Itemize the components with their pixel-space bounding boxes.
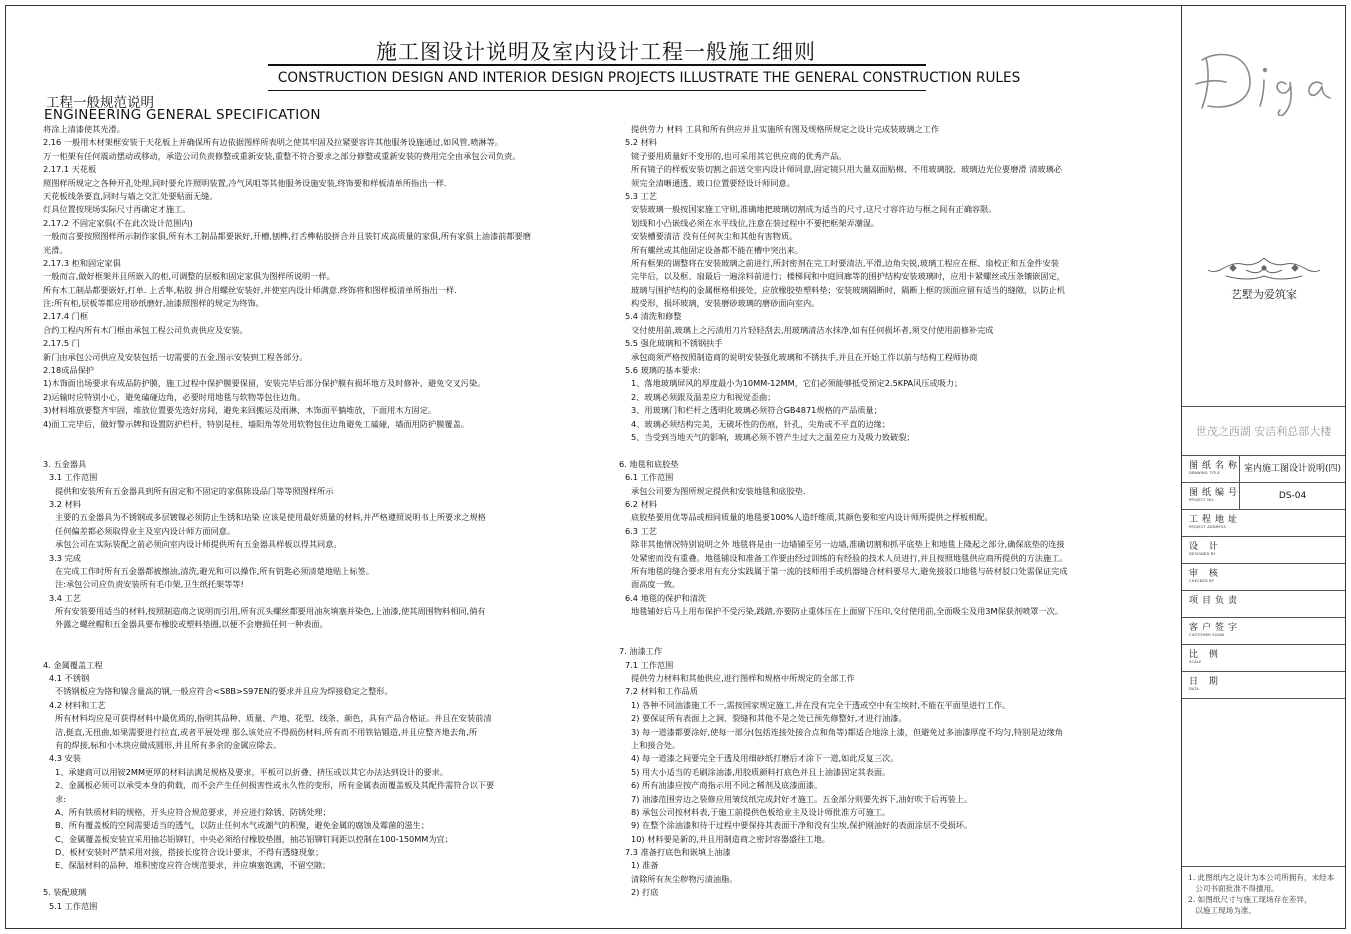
spec-line: 所有框架的调整将在安装玻璃之前进行,所封密剂在完工时要清洁,平滑,边角尖锐,玻璃工程应在框、扇校正和五金件安装 xyxy=(631,257,1059,268)
title-block-row xyxy=(1182,537,1345,564)
spec-line: 提供劳力 材料 工具和所有供应并且实施所有图及规格所规定之设计完成装玻璃之工作 xyxy=(631,124,940,134)
document-title-en: CONSTRUCTION DESIGN AND INTERIOR DESIGN PROJECTS ILLUSTRATE THE GENERAL CONSTRUCTION RULES xyxy=(277,70,1021,86)
spec-line: 须完全清晰通透、玻口位置要经设计师同意。 xyxy=(631,177,795,188)
spec-line: 5.5 强化玻璃和不锈钢扶手 xyxy=(625,338,723,349)
spec-line: 完毕后，以及框、扇最后一遍涂料前进行；楼梯间和中庭回廊等的围护结构安装玻璃时，应用卡紧螺丝或压条镶嵌固定， xyxy=(631,271,1065,282)
row-label: 图纸编号 xyxy=(1189,488,1242,498)
subtitle-underline xyxy=(268,90,926,91)
spec-line xyxy=(619,444,1174,457)
spec-line: 承包公司在实际装配之前必须向室内设计师提供所有五金器具样板以得其同意。 xyxy=(55,539,342,550)
spec-line: 3) 每一道漆都要涂好,使每一部分(包括连接处接合点和角等)都适合地涂上漆，但避免过多油漆厚度不均匀,特别是边缘角 xyxy=(631,726,1063,737)
spec-line: 除非其他情况特别说明之外 地毯将是由一边墙铺至另一边墙,准确切割和抓平底垫上和地毯上隆起之部分,确保底垫的连接 xyxy=(631,539,1065,550)
spec-line xyxy=(619,632,1174,645)
row-sublabel: PROJECT NO. xyxy=(1189,498,1215,502)
drawing-sheet xyxy=(5,5,1346,929)
row-label: 客户签字 xyxy=(1189,623,1242,633)
spec-line: 上和接合处。 xyxy=(631,739,681,750)
spec-line: 天花板线条要直,同时与墙之交汇处要贴面无缝。 xyxy=(43,190,218,201)
spec-line: 求: xyxy=(55,793,66,804)
spec-line: 处紧密而没有重叠。地毯铺设和准备工作要由经过训练的有经验的技术人员进行,并且按照地毯供应商所提供的方法施工。 xyxy=(631,552,1068,563)
spec-line: 清除所有灰尘秽物污渍油脂。 xyxy=(631,873,738,884)
spec-line: 注:承包公司应负责安装所有毛巾架,卫生纸托架等等! xyxy=(55,579,244,590)
spec-line: 3. 五金器具 xyxy=(43,458,87,469)
title-block-row xyxy=(1182,591,1345,618)
title-block-row xyxy=(1182,483,1345,510)
spec-line: 承包商须严格按照制造商的说明安装强化玻璃和不锈扶手,并且在开始工作以前与结构工程师协商 xyxy=(631,351,978,362)
row-label: 审 核 xyxy=(1189,569,1222,579)
spec-line: 1) 准备 xyxy=(631,860,659,871)
spec-line: 2) 打底 xyxy=(631,887,659,898)
title-block-row xyxy=(1182,510,1345,537)
row-value: DS-04 xyxy=(1239,483,1345,509)
spec-line: 4.3 安装 xyxy=(49,753,81,764)
row-sublabel: DRAWING TITLE xyxy=(1189,471,1220,475)
spec-line: 任何偏差都必须取得业主及室内设计师方面同意。 xyxy=(55,525,236,536)
row-label: 比 例 xyxy=(1189,650,1222,660)
spec-line: 所有螺丝或其他固定设备都不能在槽中突出来。 xyxy=(631,244,803,255)
spec-line: 在完成工作时所有五金器都被擦油,清洗,避光和可以操作,所有钥匙必须清楚地贴上标签。 xyxy=(55,565,374,576)
spec-line: 6.2 材料 xyxy=(625,498,657,509)
spec-line: 照图样所规定之各种开孔处理,同时要允许照明装置,冷气风咀等其他服务设施安装,终饰要和样板清单所指出一样. xyxy=(43,177,447,188)
spec-line: 8) 承包公司按材料表,于施工前提供色板给业主及设计师批准方可施工。 xyxy=(631,806,891,817)
spec-line: 10) 材料要是新的,并且用制造商之密封容器盛往工地。 xyxy=(631,833,830,844)
spec-line xyxy=(43,632,598,645)
spec-line: 构受形，损坏玻璃，安装磨砂玻璃的磨砂面向室内。 xyxy=(631,298,820,309)
spec-line: 7.3 准备打底色和嵌填上油漆 xyxy=(625,847,731,858)
spec-line: 5.6 玻璃的基本要求: xyxy=(625,365,701,376)
spec-line: 1) 各种不同油漆施工不一,需按国家规定施工,并在没有完全干透或空中有尘埃时,不能在平面里进行工作。 xyxy=(631,699,1011,710)
spec-line: 2.17.2 不固定家俱(不在此次设计范围内) xyxy=(43,217,193,228)
spec-line: 5) 用大小适当的毛刷涂油漆,用胶质颜料打底色并且上油漆固定其表面。 xyxy=(631,766,891,777)
note-line: 2. 如图纸尺寸与施工现场存在差异， xyxy=(1188,895,1312,904)
spec-line xyxy=(43,444,598,457)
spec-line: 所有木工制品都要嵌好,打单. 上舌隼,粘胶 拼合用螺丝安装好,并使室内设计师满意.终饰将和图样板清单所指出一样. xyxy=(43,284,457,295)
note-line: 公司书面批准不得擅用。 xyxy=(1188,884,1279,893)
title-block-row xyxy=(1182,564,1345,591)
spec-line: 万一柜架有任何震动摆动或移动，承造公司负责修整或重新安装,重整不符合要求之部分修整或重新安装的费用完全由承包公司负责。 xyxy=(43,150,521,161)
spec-line: 6.3 工艺 xyxy=(625,525,657,536)
spec-line xyxy=(619,618,1174,631)
note-line: 以施工现场为准。 xyxy=(1188,906,1256,915)
spec-line: C、金属覆盖板安装宜采用抽芯铝铆钉，中央必须给付橡胶垫圈，抽芯铝铆钉间距以控制在100-150MM为宜； xyxy=(55,833,453,844)
row-label: 工程地址 xyxy=(1189,515,1242,525)
spec-line: 4. 金属覆盖工程 xyxy=(43,659,103,670)
spec-line: 玻璃与围护结构的金属框格相接处，应放橡胶垫塑料垫；安装玻璃隔断时，隔断上框的顶面应留有适当的缝隙，以防止机 xyxy=(631,284,1065,295)
spec-line: 外露之螺丝帽和五金器具要布橡胶或塑料垫圈,以便不会磨损任何一种表面。 xyxy=(55,619,328,630)
spec-content xyxy=(6,6,1181,928)
section-heading-cn: 工程一般规范说明 xyxy=(46,95,154,111)
spec-line: 2.17.1 天花板 xyxy=(43,164,97,175)
spec-line: 2.16 一般用木材架框安装于天花板上并确保所有边依据图样所表明之使其牢固及拉紧要容许其他服务设施通过,如风管,喷淋等。 xyxy=(43,137,503,148)
spec-line: 2)运输时应特别小心，避免磕碰边角，必要时用地毯与软物等包住边角。 xyxy=(43,391,306,402)
spec-line: 6. 地毯和底胶垫 xyxy=(619,458,679,469)
spec-line: 1)木饰面出场要求有成品防护膜，施工过程中保护膜要保留，安装完毕后部分保护膜有损坏地方及时修补，避免交叉污染。 xyxy=(43,378,486,389)
spec-line: 1、落地玻璃屏风的厚度最小为10MM-12MM，它们必须能够抵受预定2.5KPA风压或吸力； xyxy=(631,378,963,389)
spec-line: 3.3 完成 xyxy=(49,552,81,563)
title-block-table xyxy=(1182,455,1345,699)
spec-line: 注:所有柜,层板等都应用砂纸磨好,油漆照图样的规定为终饰。 xyxy=(43,298,264,309)
spec-line: 4、玻璃必须结构完美，无破坏性的伤痕，针孔，尖角或不平直的边缘； xyxy=(631,418,891,429)
spec-line: 地毯铺好后马上用布保护不受污染,践踏,亦要防止重体压在上面留下压印,交付使用前,全面吸尘及用3M保获剂喷罩一次。 xyxy=(631,606,1064,617)
spec-line: 4.1 不锈钢 xyxy=(49,673,90,684)
title-block-row xyxy=(1182,672,1345,699)
row-sublabel: SCALE xyxy=(1189,660,1202,664)
spec-line: 5、当受到当地天气的影响，玻璃必须不管产生过大之温差应力及吸力致破裂； xyxy=(631,431,915,442)
spec-line: 面高度一致。 xyxy=(631,579,681,590)
spec-line: 2.18成品保护 xyxy=(43,365,94,376)
spec-line: 所有地毯的缝合要求用有充分实践属于第一流的技师用手或机器缝合材料要尽大,避免接驳口地毯与砖材驳口处需保证完成 xyxy=(631,565,1068,576)
drawing-notes xyxy=(1188,872,1340,916)
spec-line: 将涂上清漆使其光滑。 xyxy=(43,124,125,134)
row-value: 室内施工图设计说明(四) xyxy=(1239,456,1345,482)
spec-line: 所有材料均应是可获得材料中最优质的,指明其品种、质量、产地、花型、线条、颜色，具有产品合格证。并且在安装前清 xyxy=(55,713,492,724)
brand-emblem xyxy=(1206,254,1322,301)
spec-line: B、所有覆盖板的空间需要适当的透气，以防止任何水气或潮气的积聚，避免金属的腐蚀及霉菌的滋生； xyxy=(55,820,430,831)
section-heading-en: ENGINEERING GENERAL SPECIFICATION xyxy=(44,107,321,123)
spec-line: 光滑。 xyxy=(43,244,68,255)
spec-line: 承包公司要为图所规定提供和安装地毯和底胶垫. xyxy=(631,485,806,496)
spec-line: 5.1 工作范围 xyxy=(49,900,98,911)
divider xyxy=(1182,866,1345,867)
spec-line: 灯具位置按现场实际尺寸再确定才施工。 xyxy=(43,204,191,215)
title-block xyxy=(1181,6,1345,928)
left-text-column xyxy=(43,123,598,913)
divider xyxy=(1182,406,1345,407)
spec-line: 2.17.3 柜和固定家俱 xyxy=(43,257,121,268)
spec-line: 不锈钢板应为铬和镍含量高的钢,一般应符合<S8B>S97EN的要求并且应为焊接稳定之整形。 xyxy=(55,686,393,697)
spec-line: 新门由承包公司供应及安装包括一切需要的五金,图示安装到工程各部分。 xyxy=(43,351,308,362)
title-block-row xyxy=(1182,618,1345,645)
spec-line: 3.4 工艺 xyxy=(49,592,81,603)
spec-line: 主要的五金器具为不锈钢或多层镀镍必须防止生锈和玷染 应该是使用最好质量的材料,并严格遵照说明书上所要求之规格 xyxy=(55,512,486,523)
spec-line: 7. 油漆工作 xyxy=(619,646,663,657)
project-name: 世茂之西湖 安洁利总部大楼 xyxy=(1195,425,1332,438)
spec-line: 安装槽要清洁 没有任何灰尘和其他有害物质。 xyxy=(631,231,798,242)
spec-line: 6.1 工作范围 xyxy=(625,472,674,483)
spec-line: 合约工程内所有木门框由承包工程公司负责供应及安装。 xyxy=(43,324,248,335)
spec-line: 所有安装要用适当的材料,按照制造商之说明而引用,所有沉头螺丝都要用油灰填塞并染色,上油漆,使其周围物料相同,倘有 xyxy=(55,606,486,617)
spec-line: 3.1 工作范围 xyxy=(49,472,98,483)
spec-line: 一般而言要按照图样所示制作家俱,所有木工制品都要嵌好,开槽,刨榫,打舌榫粘胶拼合并且装钉成高质量的家俱,所有家俱上油漆前都要磨 xyxy=(43,231,531,242)
spec-line: 7) 油漆范围旁边之装修应用皱纹纸完成封好才施工。五金部分则要先拆下,油好吹干后再装上。 xyxy=(631,793,973,804)
spec-line: 2、金属板必须可以承受本身的荷载，而不会产生任何损害性或永久性的变形，所有金属表面覆盖板及其配件需符合以下要 xyxy=(55,780,495,791)
spec-line: E、保温材料的品种，堆积密度应符合规范要求，并应填塞饱满，不留空隙； xyxy=(55,860,331,871)
document-title-cn: 施工图设计说明及室内设计工程一般施工细则 xyxy=(376,40,816,64)
spec-line: 5.4 清洗和修整 xyxy=(625,311,682,322)
spec-line xyxy=(43,431,598,444)
row-label: 项目负责 xyxy=(1189,596,1242,606)
spec-line: 5. 装配玻璃 xyxy=(43,887,87,898)
spec-line: D、板材安装时严禁采用对接，搭接长度符合设计要求，不得有透缝现象； xyxy=(55,847,324,858)
row-label: 图纸名称 xyxy=(1189,461,1242,471)
spec-line: 4) 每一道漆之间要完全干透及用细砂纸打磨后才涂下一道,如此反复三次。 xyxy=(631,753,899,764)
brand-name: 艺墅为爱筑家 xyxy=(1231,288,1297,301)
note-line: 1. 此图纸内之设计为本公司所拥有，未经本 xyxy=(1188,873,1335,882)
spec-line: 底胶垫要用优等品或相同质量的地毯要100%人造纤维质,其颜色要和室内设计师所提供之样板相配。 xyxy=(631,512,993,523)
spec-line: A、所有铁质材料的规格，开头应符合规范要求，并应进行除锈、防锈处理； xyxy=(55,806,331,817)
spec-line: 2.17.4 门框 xyxy=(43,311,89,322)
spec-line: 1、承建商可以用铵2MM更厚的材料法满足规格及要求，平板可以折叠、挤压或以其它办法达到设计的要求。 xyxy=(55,766,448,777)
spec-line: 提供劳力材料和其他供应,进行图样和规格中所规定的全部工作 xyxy=(631,673,855,684)
spec-line: 3)材料堆放要整齐牢固，堆放位置要先选好房间，避免来回搬运及雨淋，木饰面平躺堆放，下面用木方固定。 xyxy=(43,405,437,416)
title-block-row xyxy=(1182,456,1345,483)
spec-line: 2、玻璃必须跟及温差应力和视觉歪曲； xyxy=(631,391,776,402)
row-sublabel: CUSTOMER SIGNS xyxy=(1189,633,1225,637)
spec-line: 一般而言,做好框架并且所嵌入的柜,可调整的层板和固定家俱为图样所说明一样。 xyxy=(43,271,335,282)
spec-line: 安装玻璃一般按国家施工守则,准确地把玻璃切割成为适当的尺寸,这尺寸容许边与框之间有正确容限。 xyxy=(631,204,997,215)
title-block-row xyxy=(1182,645,1345,672)
spec-line: 4.2 材料和工艺 xyxy=(49,699,106,710)
row-sublabel: DESIGNED BY xyxy=(1189,552,1216,556)
right-text-column xyxy=(619,123,1174,900)
row-sublabel: PROJECT ADDRESS xyxy=(1189,525,1226,529)
spec-line: 4)面工完毕后，做好警示牌和设置防护栏杆，特别是柱、墙阳角等处用软物包住边角避免工磕碰，墙面用防护膜覆盖。 xyxy=(43,418,469,429)
spec-line: 2.17.5 门 xyxy=(43,338,80,349)
spec-line: 有的焊接,标和小木块应做成圆形,并且所有多余的金属应除去。 xyxy=(55,739,282,750)
spec-line: 7.2 材料和工作品质 xyxy=(625,686,698,697)
spec-line xyxy=(43,873,598,886)
row-label: 设 计 xyxy=(1189,542,1222,552)
spec-line: 2) 要保证所有表面上之洞、裂缝和其他不是之处已预先修整好,才进行油漆。 xyxy=(631,713,907,724)
row-label: 日 期 xyxy=(1189,677,1222,687)
spec-line: 洁,挺直,无扭曲,如果需要进行拉直,或者平展处理 那么该处应不得损伤材料,所有而不用铁钻锻造,并且应整齐地去角,所 xyxy=(55,726,478,737)
spec-line: 3.2 材料 xyxy=(49,498,81,509)
spec-line: 6) 所有油漆应按产商指示用不同之稀剂及底漆面漆。 xyxy=(631,780,823,791)
spec-line: 提供和安装所有五金器具到所有固定和不固定的家俱陈设品门等等照图样所示 xyxy=(55,485,334,496)
spec-line: 7.1 工作范围 xyxy=(625,659,674,670)
spec-line: 所有镜子的样板安装切割之前送交室内设计师同意,固定镜只用大量双面贴棉、不用玻璃胶、玻璃边光位要磨滑 清玻璃必 xyxy=(631,164,1062,175)
spec-line: 3、用玻璃门和栏杆之透明化玻璃必须符合GB4871规格的产品质量； xyxy=(631,405,882,416)
spec-line: 交付使用前,玻璃上之污渍用刀片轻轻刮去,用玻璃清洁水抹净,如有任何损坏者,须交付使用前修补完成 xyxy=(631,324,994,335)
diya-logo xyxy=(1188,44,1338,116)
spec-line: 镜子要用质量好不变形的,也可采用其它供应商的优秀产品。 xyxy=(631,150,847,161)
title-underline xyxy=(268,64,926,66)
spec-line: 5.2 材料 xyxy=(625,137,657,148)
row-sublabel: CHECKED BY xyxy=(1189,579,1214,583)
spec-line: 9) 在整个涂油漆和待干过程中要保持其表面干净和没有尘埃,保护刚油好的表面涂层不受损坏。 xyxy=(631,820,973,831)
spec-line: 5.3 工艺 xyxy=(625,190,657,201)
row-sublabel: DATA xyxy=(1189,687,1200,691)
spec-line: 划线和小凸嵌线必须在水平线位,注意在装过程中不要把框架弄潮湿。 xyxy=(631,217,880,228)
spec-line xyxy=(43,645,598,658)
spec-line: 6.4 地毯的保护和清洗 xyxy=(625,592,707,603)
